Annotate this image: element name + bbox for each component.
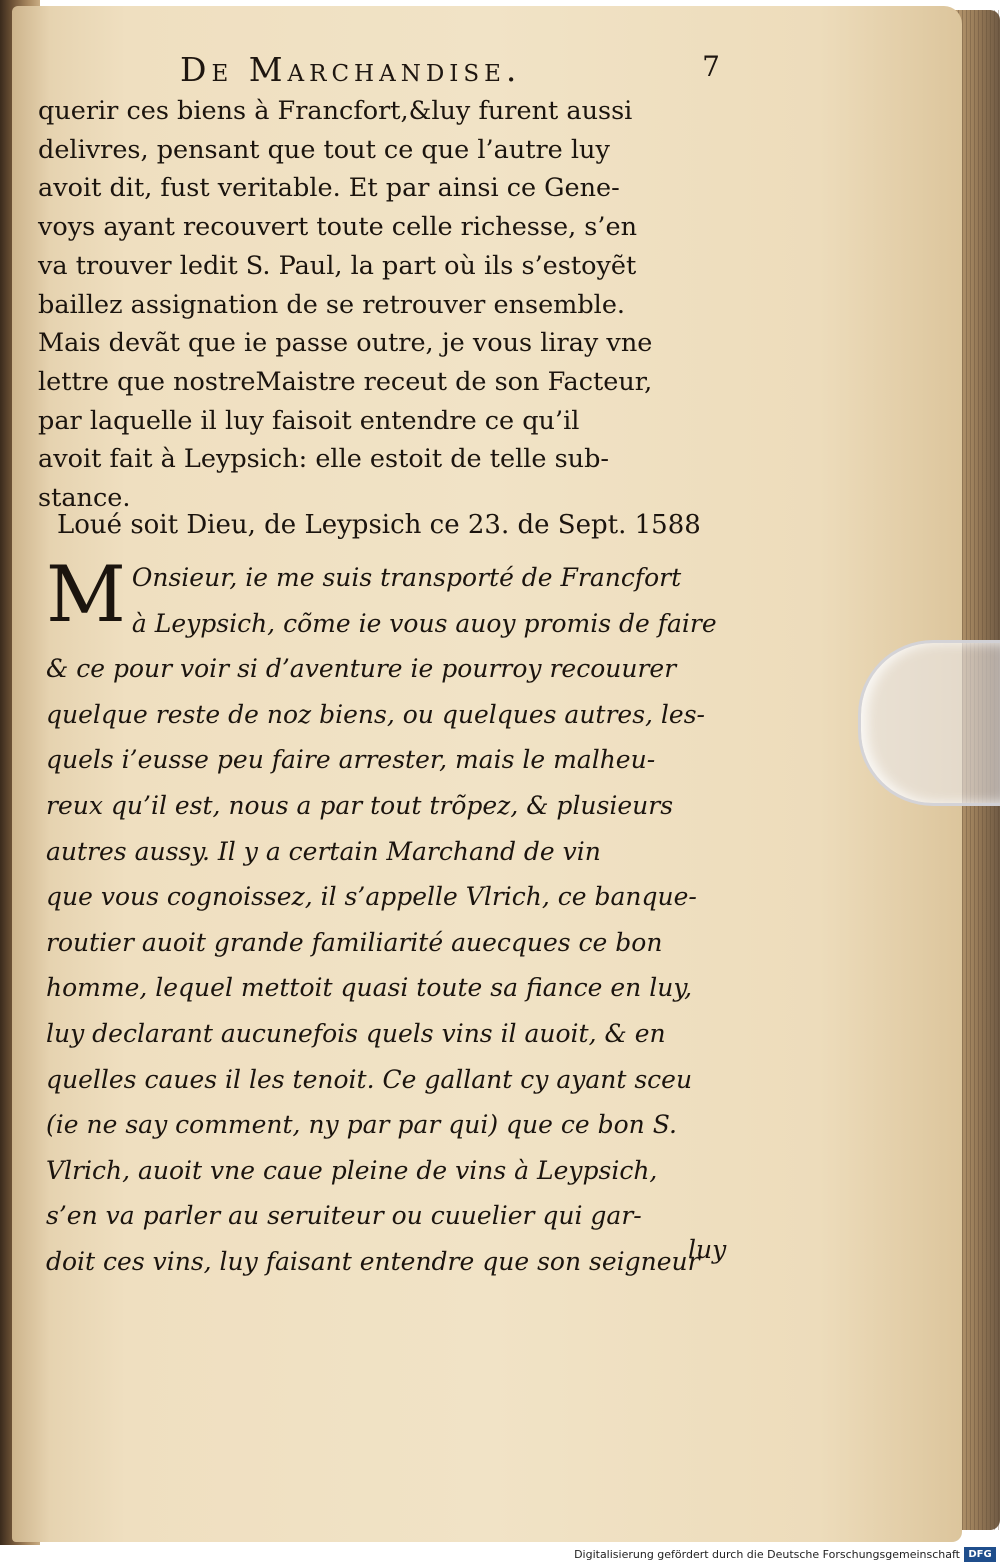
letter-line: s’en va parler au seruiteur ou cuuelier qui gar- (46, 1201, 642, 1231)
letter-line: Vlrich, auoit vne caue pleine de vins à Leypsich, (46, 1155, 658, 1185)
dfg-logo: DFG (964, 1547, 996, 1562)
letter-dateline: Loué soit Dieu, de Leypsich ce 23. de Sept. 1588 (57, 510, 701, 540)
letter-line: luy declarant aucunefois quels vins il auoit, & en (46, 1018, 666, 1048)
text-line: delivres, pensant que tout ce que l’autre luy (38, 134, 610, 165)
funding-credit: Digitalisierung gefördert durch die Deutsche Forschungsgemeinschaft (574, 1548, 960, 1561)
body-text (38, 92, 728, 518)
letter-line: quels i’eusse peu faire arrester, mais le malheu- (46, 745, 656, 775)
page-clip (858, 640, 1000, 806)
letter-line: routier auoit grande familiarité auecques ce bon (46, 927, 663, 957)
text-line: avoit dit, fust veritable. Et par ainsi ce Gene- (38, 173, 620, 204)
text-line: stance. (38, 483, 131, 514)
text-line: querir ces biens à Francfort,&luy furent aussi (38, 96, 633, 126)
drop-capital: M (46, 550, 126, 640)
letter-line: (ie ne say comment, ny par par qui) que ce bon S. (46, 1110, 677, 1140)
letter-line: que vous cognoissez, il s’appelle Vlrich, ce banque- (46, 882, 697, 912)
letter-line: à Leypsich, cõme ie vous auoy promis de faire (131, 608, 717, 638)
letter-line: autres aussy. Il y a certain Marchand de vin (46, 836, 601, 866)
letter-line: homme, lequel mettoit quasi toute sa fiance en luy, (46, 973, 693, 1003)
text-line: va trouver ledit S. Paul, la part où ils s’estoyẽt (38, 250, 637, 281)
text-line: voys ayant recouvert toute celle richesse, s’en (38, 212, 637, 243)
letter-line: quelque reste de noz biens, ou quelques autres, les- (46, 699, 705, 729)
text-line: avoit fait à Leypsich: elle estoit de telle sub- (38, 444, 610, 475)
catchword: luy (688, 1235, 727, 1264)
text-line: lettre que nostreMaistre receut de son Facteur, (38, 366, 653, 397)
page-header (180, 50, 720, 89)
letter-line: & ce pour voir si d’aventure ie pourroy recouurer (46, 654, 677, 684)
text-line: par laquelle il luy faisoit entendre ce qu’il (38, 405, 580, 436)
page-number: 7 (702, 50, 720, 83)
letter-line: doit ces vins, luy faisant entendre que son seigneur (46, 1246, 700, 1276)
text-line: baillez assignation de se retrouver ensemble. (38, 289, 626, 320)
letter-line: reux qu’il est, nous a par tout trõpez, & plusieurs (46, 790, 674, 820)
letter-text (46, 550, 736, 1285)
letter-line: Onsieur, ie me suis transporté de Francfort (131, 563, 682, 592)
running-head: De Marchandise. (180, 50, 522, 89)
letter-line: quelles caues il les tenoit. Ce gallant cy ayant sceu (46, 1064, 693, 1094)
digitization-footer (0, 1545, 1000, 1566)
text-line: Mais devãt que ie passe outre, je vous liray vne (38, 328, 653, 359)
